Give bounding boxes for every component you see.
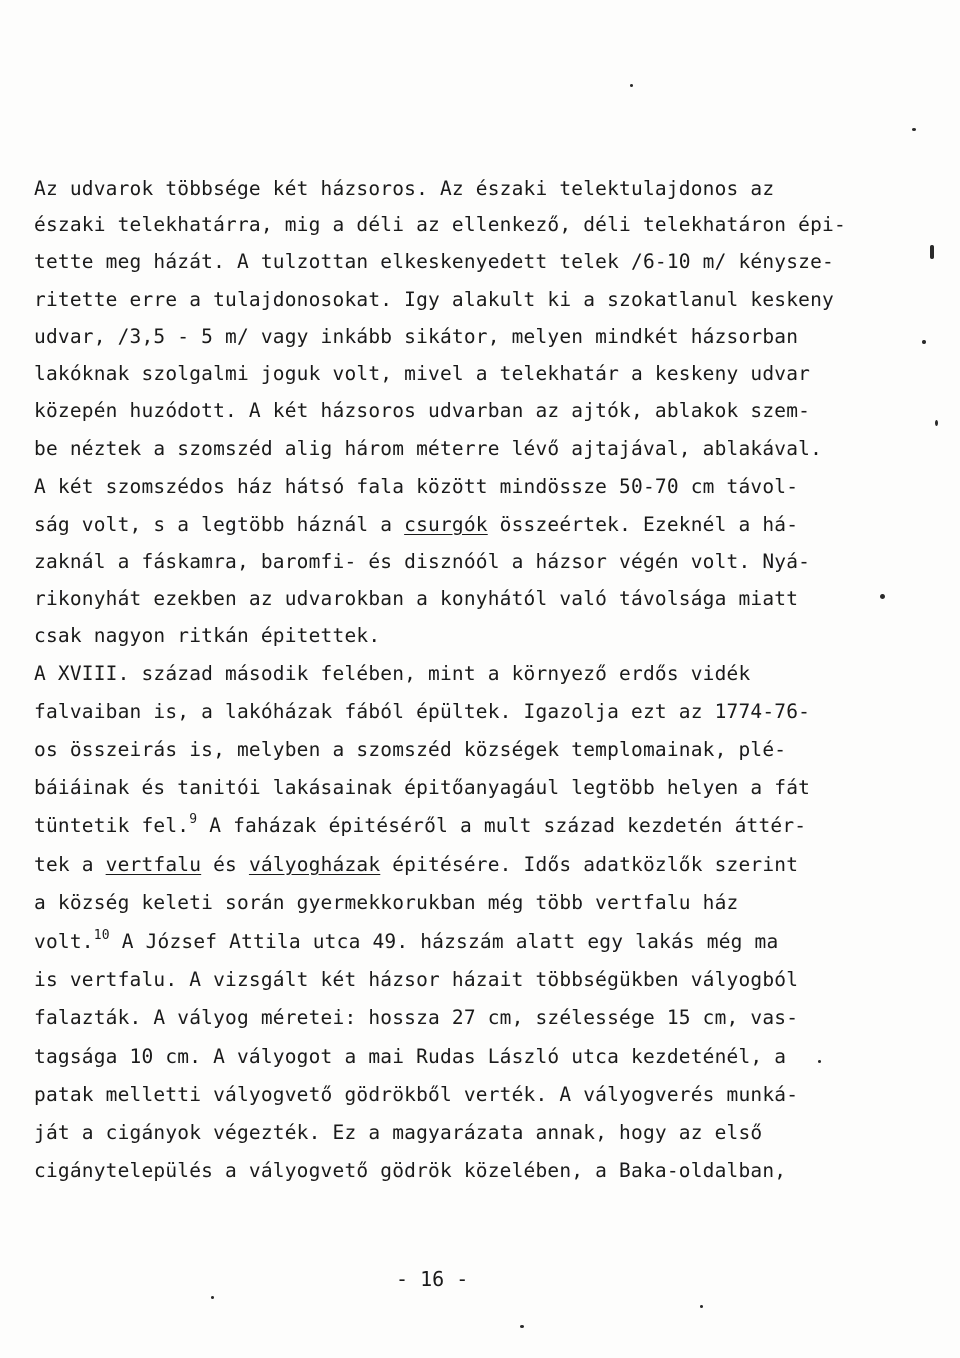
- scan-speck: [922, 340, 926, 344]
- scan-speck: [700, 1305, 703, 1308]
- text-segment: összeértek. Ezeknél a há-: [487, 513, 799, 536]
- text-line-9: A két szomszédos ház hátsó fala között mindössze 50-70 cm távol-: [34, 475, 799, 498]
- underlined-word: csurgók: [404, 513, 488, 536]
- text-line-11: zaknál a fáskamra, baromfi- és disznóól a házsor végén volt. Nyá-: [34, 550, 811, 573]
- text-line-1: Az udvarok többsége két házsoros. Az északi telektulajdonos az: [34, 177, 775, 200]
- scan-speck: [935, 420, 938, 426]
- footnote-marker: 9: [189, 812, 198, 827]
- underlined-word: vertfalu: [105, 853, 202, 876]
- text-line-12: rikonyhát ezekben az udvarokban a konyhától való távolsága miatt: [34, 587, 799, 610]
- footnote-marker: 10: [93, 928, 110, 943]
- text-line-16: os összeirás is, melyben a szomszéd községek templomainak, plé-: [34, 738, 787, 761]
- text-line-8: be néztek a szomszéd alig három méterre lévő ajtajával, ablakával.: [34, 437, 823, 460]
- text-line-25: patak melletti vályogvető gödrökből verték. A vályogverés munká-: [34, 1083, 799, 1106]
- text-line-13: csak nagyon ritkán épitettek.: [34, 624, 381, 647]
- text-line-17: báiáinak és tanitói lakásainak épitőanyagául legtöbb helyen a fát: [34, 776, 811, 799]
- scan-speck: [880, 594, 885, 599]
- text-segment: A József Attila utca 49. házszám alatt egy lakás még ma: [109, 930, 779, 953]
- text-segment: tüntetik fel.: [34, 814, 190, 837]
- text-line-6: lakóknak szolgalmi joguk volt, mivel a telekhatár a keskeny udvar: [34, 362, 811, 385]
- scan-speck: [912, 128, 916, 131]
- text-segment: ság volt, s a legtöbb háznál a: [34, 513, 405, 536]
- scan-speck: [211, 1296, 214, 1299]
- scan-speck: [630, 84, 633, 87]
- text-line-5: udvar, /3,5 - 5 m/ vagy inkább sikátor, melyen mindkét házsorban: [34, 325, 799, 348]
- text-line-15: falvaiban is, a lakóházak fából épültek. Igazolja ezt az 1774-76-: [34, 700, 811, 723]
- text-segment: tek a: [34, 853, 106, 876]
- text-segment: A faházak épitéséről a mult század kezdetén áttér-: [197, 814, 807, 837]
- underlined-word: vályogházak: [248, 853, 381, 876]
- text-line-4: ritette erre a tulajdonosokat. Igy alakult ki a szokatlanul keskeny: [34, 288, 834, 311]
- scan-speck: [520, 1325, 524, 1328]
- text-segment: épitésére. Idős adatközlők szerint: [380, 853, 799, 876]
- text-line-19: [34, 853, 798, 877]
- text-line-20: a község keleti során gyermekkorukban még több vertfalu ház: [34, 891, 739, 914]
- text-line-14: A XVIII. század második felében, mint a környező erdős vidék: [34, 662, 751, 685]
- text-line-18: [34, 814, 806, 838]
- text-segment: volt.: [34, 930, 94, 953]
- text-line-26: ját a cigányok végezték. Ez a magyarázata annak, hogy az első: [34, 1121, 763, 1144]
- text-line-21: [34, 930, 778, 954]
- scan-speck: [930, 245, 934, 259]
- scan-speck: [818, 1060, 821, 1063]
- text-line-23: falazták. A vályog méretei: hossza 27 cm, szélessége 15 cm, vas-: [34, 1006, 799, 1029]
- text-line-7: közepén huzódott. A két házsoros udvarban az ajtók, ablakok szem-: [34, 399, 811, 422]
- text-line-27: cigánytelepülés a vályogvető gödrök közelében, a Baka-oldalban,: [34, 1159, 787, 1182]
- text-segment: és: [201, 853, 249, 876]
- text-line-22: is vertfalu. A vizsgált két házsor házait többségükben vályogból: [34, 968, 799, 991]
- text-line-10: [34, 513, 798, 537]
- page-number: - 16 -: [396, 1267, 469, 1291]
- text-line-24: tagsága 10 cm. A vályogot a mai Rudas László utca kezdeténél, a: [34, 1045, 787, 1068]
- text-line-2: északi telekhatárra, mig a déli az ellenkező, déli telekhatáron épi-: [34, 213, 846, 236]
- text-line-3: tette meg házát. A tulzottan elkeskenyedett telek /6-10 m/ kénysze-: [34, 250, 834, 273]
